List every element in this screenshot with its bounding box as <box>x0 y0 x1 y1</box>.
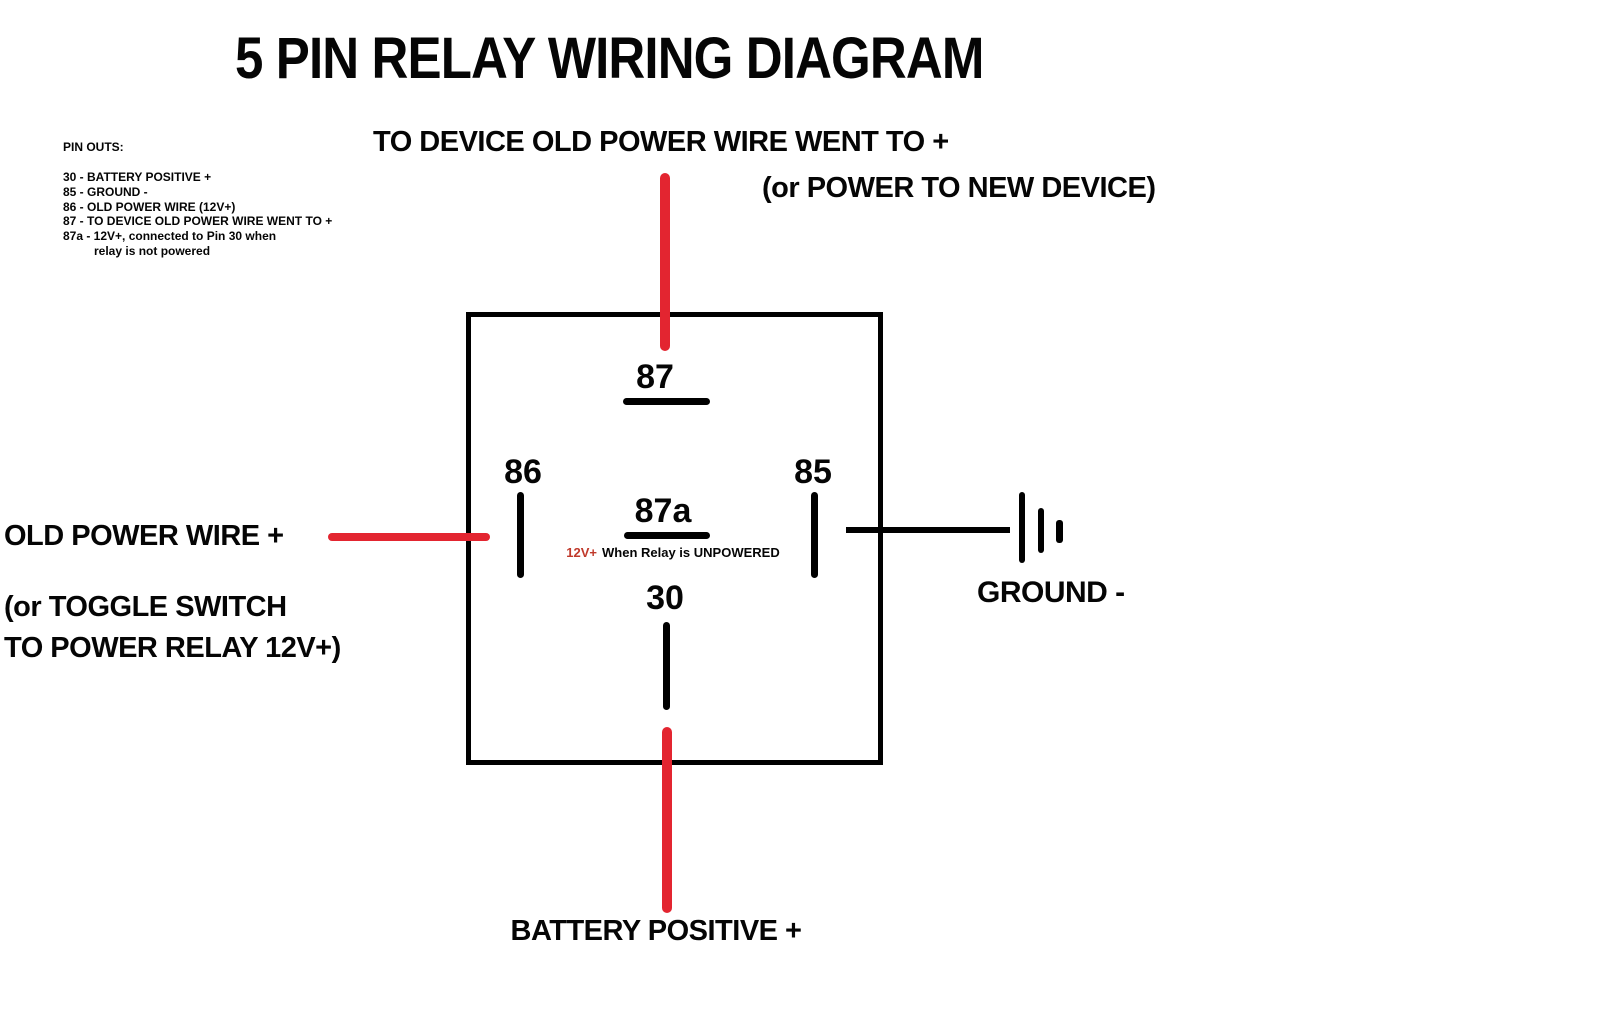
pinout-line-86: 86 - OLD POWER WIRE (12V+) <box>63 199 236 214</box>
diagram-title: 5 PIN RELAY WIRING DIAGRAM <box>235 26 984 91</box>
left-wire-label-line1: OLD POWER WIRE + <box>4 520 284 552</box>
pinout-line-87a-cont: relay is not powered <box>94 243 211 258</box>
wire-pin86-red <box>328 533 490 541</box>
battery-label: BATTERY POSITIVE + <box>510 915 802 947</box>
top-wire-label-line2: (or POWER TO NEW DEVICE) <box>762 172 1156 204</box>
pinout-line-87a: 87a - 12V+, connected to Pin 30 when <box>63 229 277 244</box>
pin-86-label: 86 <box>504 453 542 491</box>
pin-87a-note-text: When Relay is UNPOWERED <box>602 545 780 560</box>
left-wire-label-group <box>4 587 341 669</box>
pin-30-label: 30 <box>646 579 684 617</box>
left-wire-label-line2: (or TOGGLE SWITCH <box>4 591 287 623</box>
pinout-line-87: 87 - TO DEVICE OLD POWER WIRE WENT TO + <box>63 214 333 229</box>
pin-87-label: 87 <box>636 358 674 396</box>
wire-pin30-red <box>662 727 672 913</box>
pin-85-label: 85 <box>794 453 832 491</box>
ground-label: GROUND - <box>977 576 1125 609</box>
ground-symbol-bar-short <box>1056 520 1063 543</box>
left-wire-label-line3: TO POWER RELAY 12V+) <box>4 632 341 664</box>
wire-pin87-red <box>660 173 670 351</box>
pin-87a-note <box>523 545 823 560</box>
pin-86-contact <box>517 492 524 578</box>
pin-85-contact <box>811 492 818 578</box>
pinouts-legend <box>63 170 332 259</box>
pin-87a-note-voltage: 12V+ <box>566 545 598 560</box>
pinout-line-30: 30 - BATTERY POSITIVE + <box>63 170 212 184</box>
wire-pin85-ground-black <box>846 527 1010 533</box>
pinout-line-85: 85 - GROUND - <box>63 184 148 199</box>
pin-87a-label: 87a <box>634 492 692 530</box>
top-wire-label-line1: TO DEVICE OLD POWER WIRE WENT TO + <box>373 126 949 158</box>
pinouts-heading: PIN OUTS: <box>63 140 124 154</box>
ground-symbol-bar-long <box>1019 492 1025 563</box>
pin-87-contact <box>623 398 710 405</box>
ground-symbol-bar-medium <box>1038 508 1044 553</box>
pin-87a-contact <box>624 532 710 539</box>
pin-30-contact <box>663 622 670 710</box>
